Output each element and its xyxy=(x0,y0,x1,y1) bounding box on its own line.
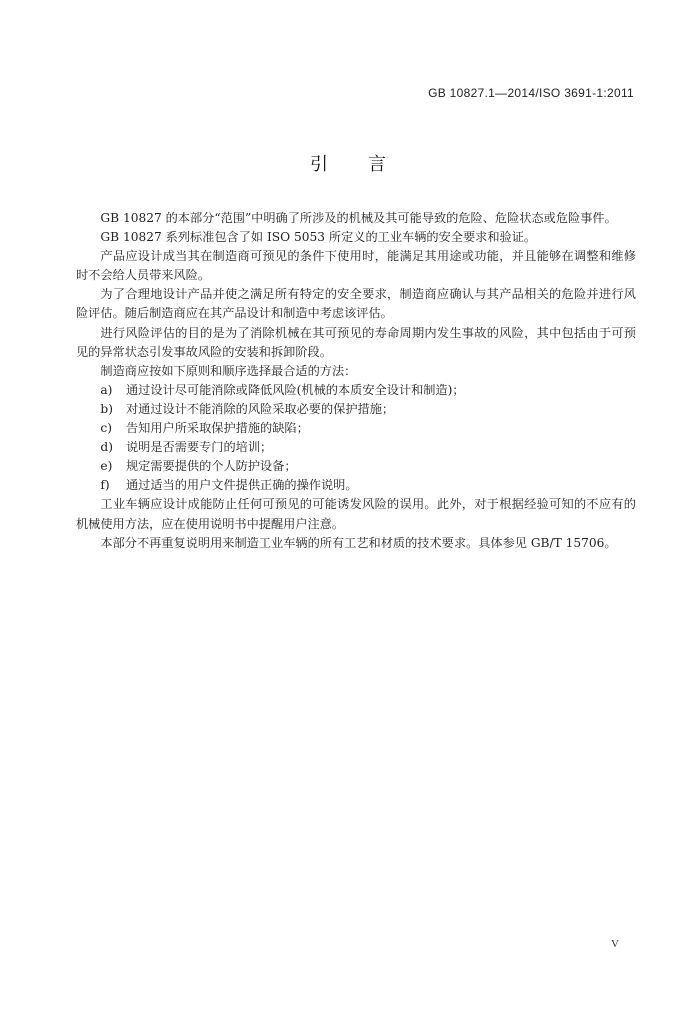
standard-number: GB 10827.1—2014/ISO 3691-1:2011 xyxy=(428,86,634,100)
document-body xyxy=(76,209,636,553)
list-item-text: 通过适当的用户文件提供正确的操作说明。 xyxy=(126,478,358,493)
page-title: 引言 xyxy=(310,154,426,175)
list-marker: a) xyxy=(100,382,113,397)
paragraph-reference: 本部分不再重复说明用来制造工业车辆的所有工艺和材质的技术要求。具体参见 GB/T 15706。 xyxy=(100,535,617,550)
list-item xyxy=(76,476,636,495)
list-item-text: 对通过设计不能消除的风险采取必要的保护措施； xyxy=(126,401,395,416)
list-item xyxy=(76,400,636,419)
list-item xyxy=(76,438,636,457)
list-item xyxy=(76,419,636,438)
list-marker: d) xyxy=(100,440,113,455)
paragraph-risk-assessment: 为了合理地设计产品并使之满足所有特定的安全要求，制造商应确认与其产品相关的危险并进行风险评估。随后制造商应在其产品设计和制造中考虑该评估。 xyxy=(76,287,636,321)
paragraph-series: GB 10827 系列标准包含了如 ISO 5053 所定义的工业车辆的安全要求和验证。 xyxy=(100,230,537,245)
paragraph-scope: GB 10827 的本部分“范围”中明确了所涉及的机械及其可能导致的危险、危险状态或危险事件。 xyxy=(100,211,617,225)
list-marker: c) xyxy=(100,421,112,436)
list-item-text: 告知用户所采取保护措施的缺陷； xyxy=(126,421,309,436)
page-number: V xyxy=(611,938,619,950)
list-item-text: 说明是否需要专门的培训； xyxy=(126,440,273,455)
paragraph-purpose: 进行风险评估的目的是为了消除机械在其可预见的寿命周期内发生事故的风险，其中包括由于可预见的异常状态引发事故风险的安装和拆卸阶段。 xyxy=(76,325,636,359)
list-marker: e) xyxy=(100,459,113,474)
list-marker: b) xyxy=(100,401,113,416)
principles-list xyxy=(76,381,636,496)
list-item-text: 规定需要提供的个人防护设备； xyxy=(126,459,297,474)
list-marker: f) xyxy=(100,478,110,493)
list-item xyxy=(76,381,636,400)
list-item-text: 通过设计尽可能消除或降低风险(机械的本质安全设计和制造)； xyxy=(126,382,465,397)
list-item xyxy=(76,457,636,476)
paragraph-misuse: 工业车辆应设计成能防止任何可预见的可能诱发风险的误用。此外，对于根据经验可知的不应有的机械使用方法，应在使用说明书中提醒用户注意。 xyxy=(76,497,636,531)
paragraph-principles-intro: 制造商应按如下原则和顺序选择最合适的方法： xyxy=(100,363,357,378)
paragraph-design: 产品应设计成当其在制造商可预见的条件下使用时，能满足其用途或功能，并且能够在调整和维修时不会给人员带来风险。 xyxy=(76,249,636,283)
